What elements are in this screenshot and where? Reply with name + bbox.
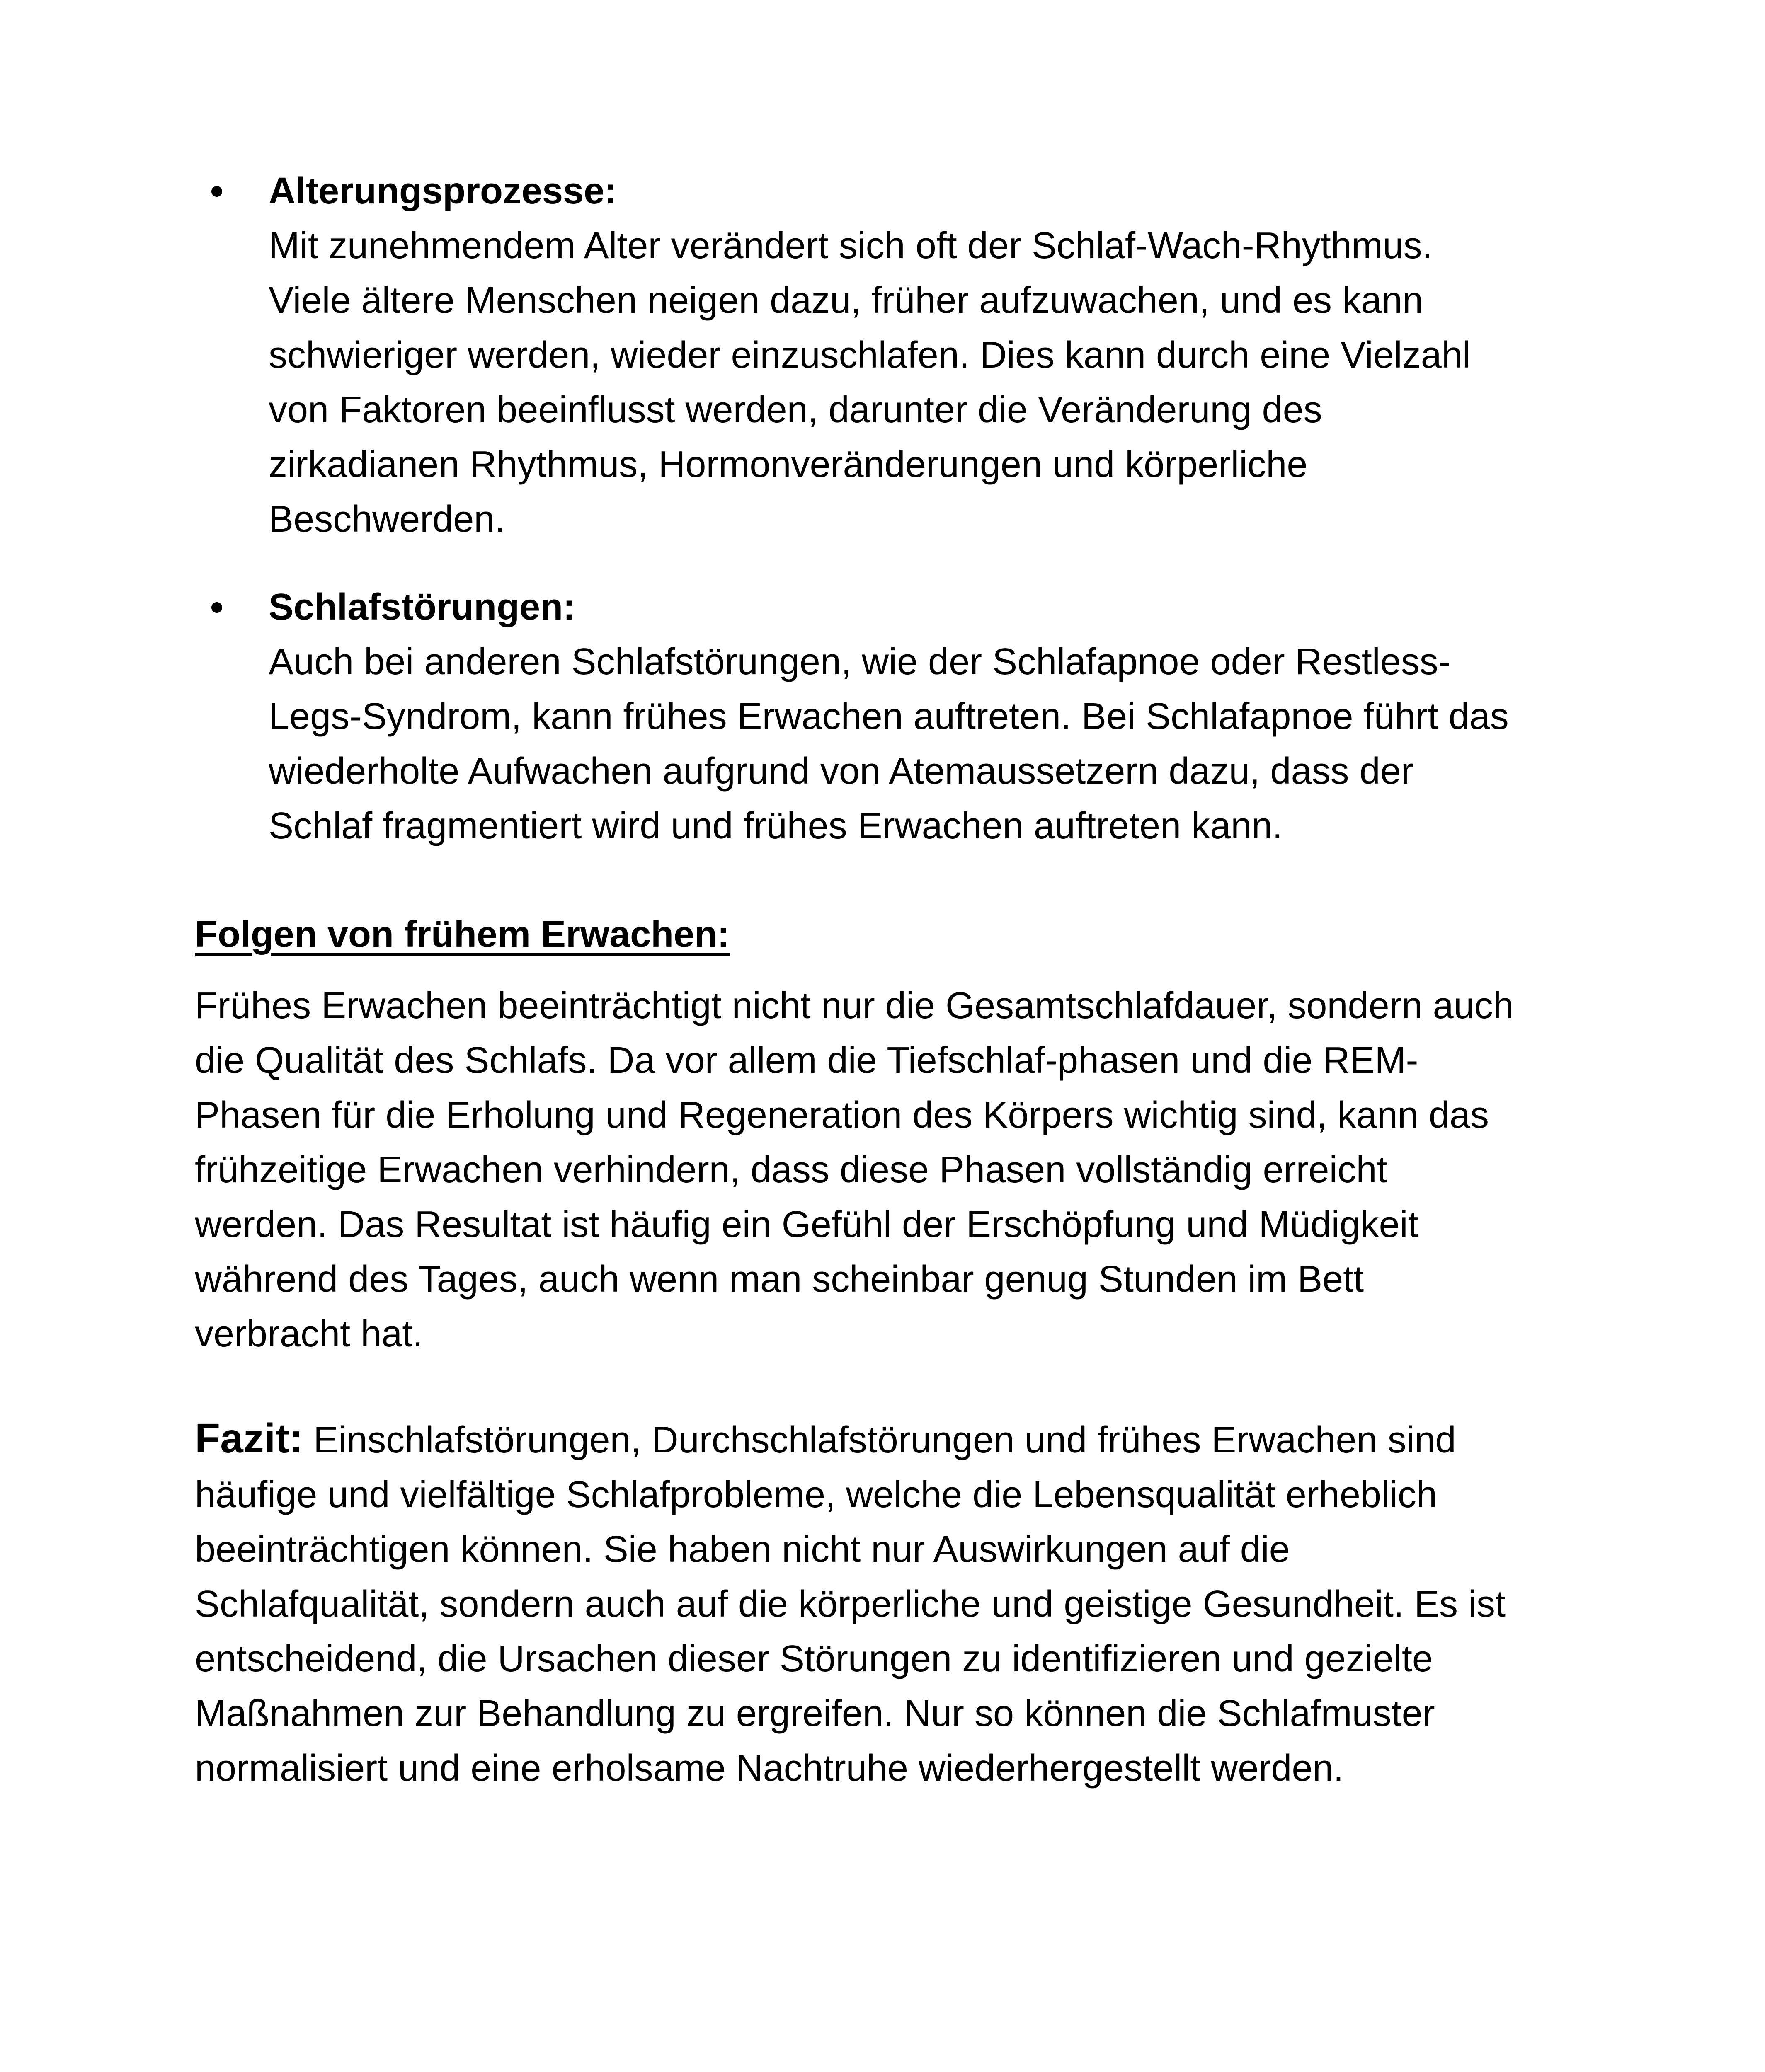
fazit-label: Fazit:	[195, 1415, 303, 1462]
section-heading: Folgen von frühem Erwachen:	[195, 914, 730, 955]
bullet-list	[195, 164, 1521, 853]
bullet-text: Mit zunehmendem Alter verändert sich oft der Schlaf-Wach-Rhythmus. Viele ältere Menschen neigen dazu, früher aufzuwachen, und es kann schwieriger werden, wieder einzuschlafen. Dies kann durch eine Vielzahl von Faktoren beeinflusst werden, darunter die Veränderung des zirkadianen Rhythmus, Hormonveränderungen und körperliche Beschwerden.	[269, 225, 1471, 540]
bullet-title: Alterungsprozesse:	[269, 170, 617, 212]
bullet-icon	[211, 186, 222, 197]
section-paragraph: Frühes Erwachen beeinträchtigt nicht nur die Gesamtschlafdauer, sondern auch die Qualität des Schlafs. Da vor allem die Tiefschlaf-phasen und die REM-Phasen für die Erholung und Regeneration des Körpers wichtig sind, kann das frühzeitige Erwachen verhindern, dass diese Phasen vollständig erreicht werden. Das Resultat ist häufig ein Gefühl der Erschöpfung und Müdigkeit während des Tages, auch wenn man scheinbar genug Stunden im Bett verbracht hat.	[195, 985, 1514, 1355]
bullet-item-schlafstoerungen	[195, 580, 1521, 853]
fazit-text: Einschlafstörungen, Durchschlafstörungen und frühes Erwachen sind häufige und vielfältige Schlafprobleme, welche die Lebensqualität erheblich beeinträchtigen können. Sie haben nicht nur Auswirkungen auf die Schlafqualität, sondern auch auf die körperliche und geistige Gesundheit. Es ist entscheidend, die Ursachen dieser Störungen zu identifizieren und gezielte Maßnahmen zur Behandlung zu ergreifen. Nur so können die Schlafmuster normalisiert und eine erholsame Nachtruhe wiederhergestellt werden.	[195, 1419, 1506, 1789]
bullet-item-alterungsprozesse	[195, 164, 1521, 547]
fazit-paragraph	[195, 1411, 1521, 1796]
page-content	[195, 164, 1521, 1833]
bullet-title: Schlafstörungen:	[269, 586, 576, 628]
bullet-icon	[211, 602, 222, 613]
bullet-text: Auch bei anderen Schlafstörungen, wie der Schlafapnoe oder Restless-Legs-Syndrom, kann frühes Erwachen auftreten. Bei Schlafapnoe führt das wiederholte Aufwachen aufgrund von Atemaussetzern dazu, dass der Schlaf fragmentiert wird und frühes Erwachen auftreten kann.	[269, 641, 1509, 847]
